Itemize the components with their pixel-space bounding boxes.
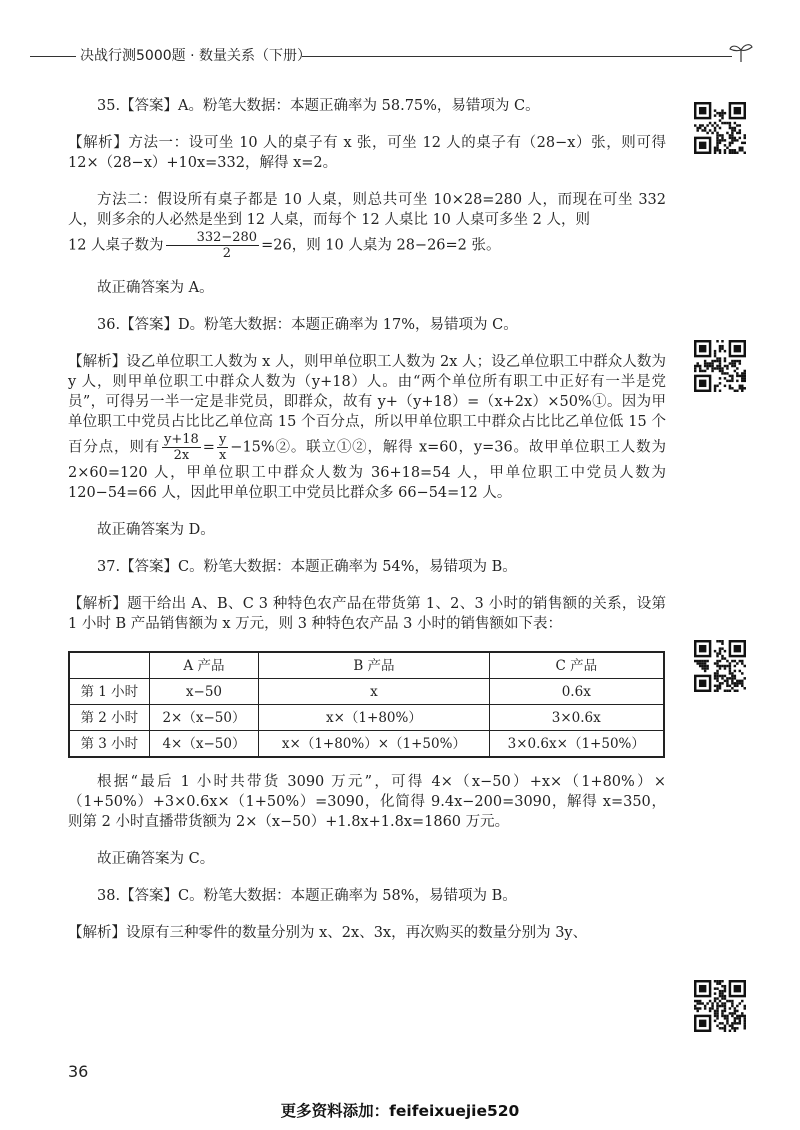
q35-analysis: 【解析】方法一：设可坐 10 人的桌子有 x 张，可坐 12 人的桌子有（28−x）张，则可得 12×（28−x）+10x=332，解得 x=2。 [68, 135, 666, 171]
table-header-cell: A 产品 [149, 652, 259, 679]
q35-method2-prefix: 12 人桌子数为 [68, 237, 164, 254]
q36-analysis-part1: 【解析】设乙单位职工人数为 x 人，则甲单位职工人数为 2x 人；设乙单位职工中群众人数为 y 人，则甲单位职工中群众人数为（y+18）人。由“两个单位所有职工中正好有一半是党员”，可得另一半一定是非党员，即群众，故有 y+（y+18）=（x+2x）×50%①。因为甲单位职工中党员占比比乙单位高 15 个百分点，所以甲单位职工中群众占比比乙单位低 15 个百分点，则有 [68, 354, 666, 456]
sprout-leaf-icon [728, 42, 754, 64]
q37-analysis: 【解析】题干给出 A、B、C 3 种特色农产品在带货第 1、2、3 小时的销售额的关系，设第 1 小时 B 产品销售额为 x 万元，则 3 种特色农产品 3 小时的销售额如下表： [68, 596, 666, 632]
q37-conclusion: 故正确答案为 C。 [97, 851, 215, 867]
table-cell: x−50 [149, 679, 259, 705]
q36-fraction-1-denominator: 2x [173, 448, 190, 463]
q35-fraction-numerator: 332−280 [166, 230, 260, 246]
table-cell: 0.6x [489, 679, 664, 705]
q36-fraction-2-denominator: x [218, 448, 227, 463]
qr-code-icon[interactable] [694, 640, 746, 692]
q36-fraction-2-numerator: y [218, 432, 227, 447]
table-cell: x [259, 679, 489, 705]
q35-fraction [166, 230, 260, 261]
table-row [69, 679, 664, 705]
q37-answer: 37.【答案】C。粉笔大数据：本题正确率为 54%，易错项为 B。 [97, 559, 517, 575]
table-cell: x×（1+80%） [259, 705, 489, 731]
sales-table [68, 651, 665, 758]
q36-analysis [68, 352, 666, 503]
table-cell: x×（1+80%）×（1+50%） [259, 731, 489, 758]
q36-answer: 36.【答案】D。粉笔大数据：本题正确率为 17%，易错项为 C。 [97, 317, 518, 333]
page-body [68, 96, 666, 960]
q35-fraction-denominator: 2 [222, 246, 231, 261]
running-header [30, 42, 760, 68]
header-rule-left [30, 56, 76, 57]
q35-answer: 35.【答案】A。粉笔大数据：本题正确率为 58.75%，易错项为 C。 [97, 98, 540, 114]
qr-code-icon[interactable] [694, 102, 746, 154]
q36-equals: = [202, 439, 215, 456]
table-cell: 第 3 小时 [69, 731, 149, 758]
qr-code-icon[interactable] [694, 980, 746, 1032]
q38-analysis: 【解析】设原有三种零件的数量分别为 x、2x、3x，再次购买的数量分别为 3y、 [68, 925, 588, 941]
q37-after-table: 根据“最后 1 小时共带货 3090 万元”，可得 4×（x−50）+x×（1+80%）×（1+50%）+3×0.6x×（1+50%）=3090，化简得 9.4x−200=3090，解得 x=350，则第 2 小时直播带货额为 2×（x−50）+1.8x+1.8x=1860 万元。 [68, 774, 666, 830]
q35-method2-text: 方法二：假设所有桌子都是 10 人桌，则总共可坐 10×28=280 人，而现在可坐 332 人，则多余的人必然是坐到 12 人桌，而每个 12 人桌比 10 人桌可多坐 2 人，则 [68, 192, 666, 228]
header-rule-right [302, 56, 732, 57]
qr-code-icon[interactable] [694, 340, 746, 392]
q35-conclusion: 故正确答案为 A。 [97, 280, 214, 296]
table-cell: 4×（x−50） [149, 731, 259, 758]
table-header-row [69, 652, 664, 679]
q36-conclusion: 故正确答案为 D。 [97, 522, 215, 538]
page-number: 36 [68, 1062, 89, 1081]
q36-fraction-1 [162, 432, 201, 463]
footer-note: 更多资料添加：feifeixuejie520 [280, 1102, 520, 1120]
table-cell: 2×（x−50） [149, 705, 259, 731]
table-header-cell: B 产品 [259, 652, 489, 679]
q36-analysis-part2: −15%②。联立①②，解得 x=60，y=36。故甲单位职工人数为 2×60=120 人，甲单位职工中群众人数为 36+18=54 人，甲单位职工中党员人数为 120−54=66 人，因此甲单位职工中党员比群众多 66−54=12 人。 [68, 439, 666, 501]
table-cell: 第 2 小时 [69, 705, 149, 731]
table-row [69, 705, 664, 731]
q38-answer: 38.【答案】C。粉笔大数据：本题正确率为 58%，易错项为 B。 [97, 888, 517, 904]
header-title: 决战行测5000题 · 数量关系（下册） [80, 48, 311, 64]
table-cell: 第 1 小时 [69, 679, 149, 705]
table-header-cell: C 产品 [489, 652, 664, 679]
q35-method2 [68, 190, 666, 261]
q35-method2-suffix: =26，则 10 人桌为 28−26=2 张。 [261, 237, 501, 254]
table-cell: 3×0.6x [489, 705, 664, 731]
q36-fraction-1-numerator: y+18 [164, 432, 199, 447]
table-row [69, 731, 664, 758]
q36-fraction-2 [217, 432, 228, 463]
table-cell: 3×0.6x×（1+50%） [489, 731, 664, 758]
table-header-cell [69, 652, 149, 679]
